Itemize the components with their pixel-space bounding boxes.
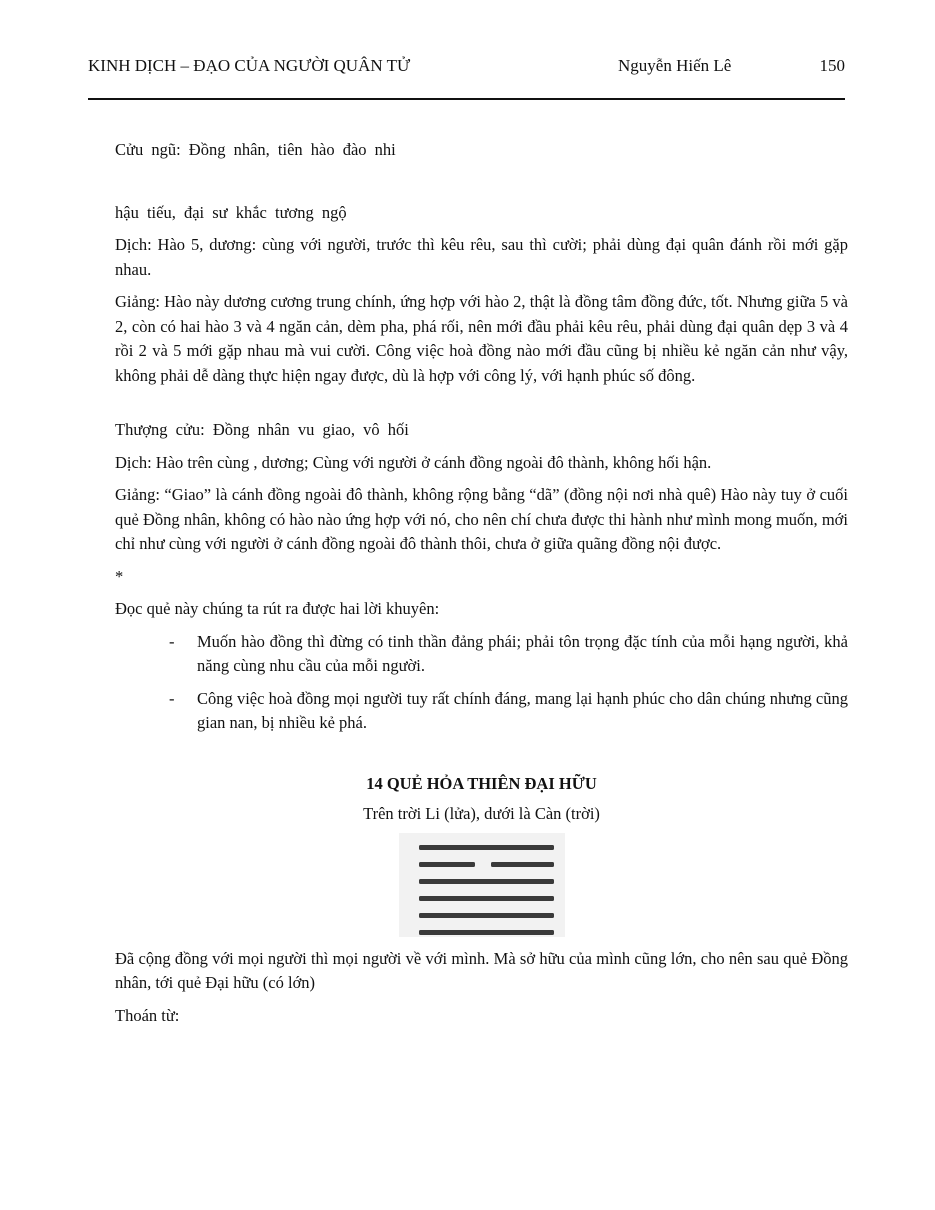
hexagram-yin-line-segment (491, 862, 554, 867)
advice-list (115, 630, 848, 736)
advice-item-text: Muốn hào đồng thì đừng có tinh thần đảng phái; phải tôn trọng đặc tính của mỗi hạng người, khả năng cùng nhu cầu của mỗi người. (197, 631, 848, 675)
bullet-dash: - (169, 631, 175, 651)
header-rule (88, 98, 845, 100)
spacer (115, 396, 848, 418)
verse5-commentary: Giảng: Hào này dương cương trung chính, ứng hợp với hào 2, thật là đồng tâm đồng đức, tốt. Nhưng giữa 5 và 2, còn có hai hào 3 và 4 ngăn cản, dèm pha, phá rối, nên mới đầu phải kêu rêu, phải dùng đại quân dẹp 3 và 4 rồi 2 và 5 mới gặp nhau mà vui cười. Công việc hoà đồng nào mới đầu cũng bị nhiều kẻ ngăn cản như vậy, không phải dễ dàng thực hiện ngay được, dù là hợp với công lý, với hạnh phúc số đông. (115, 292, 848, 385)
verse6-line: Thượng cửu: Đồng nhân vu giao, vô hối (115, 420, 409, 439)
page-content (115, 138, 848, 1036)
bullet-dash: - (169, 688, 175, 708)
verse5-line2: hậu tiếu, đại sư khắc tương ngộ (115, 202, 347, 222)
thoan-tu-label: Thoán từ: (115, 1005, 180, 1025)
verse5-translation: Dịch: Hào 5, dương: cùng với người, trước thì kêu rêu, sau thì cười; phải dùng đại quân đánh rồi mới gặp nhau. (115, 235, 848, 279)
verse6-translation: Dịch: Hào trên cùng , dương; Cùng với người ở cánh đồng ngoài đô thành, không hối hận. (115, 452, 712, 472)
section-separator: * (115, 566, 124, 586)
hexagram-yin-line-segment (419, 862, 475, 867)
hexagram-yang-line (419, 845, 554, 850)
book-title: KINH DỊCH – ĐẠO CỦA NGƯỜI QUÂN TỬ (88, 56, 411, 75)
section-intro: Đã cộng đồng với mọi người thì mọi người về với mình. Mà sở hữu của mình cũng lớn, cho nên sau quẻ Đồng nhân, tới quẻ Đại hữu (có lớn) (115, 948, 848, 992)
section-subheading: Trên trời Li (lửa), dưới là Càn (trời) (363, 804, 600, 823)
section-heading: 14 QUẺ HỎA THIÊN ĐẠI HỮU (366, 773, 597, 793)
advice-item (115, 630, 848, 679)
advice-item-text: Công việc hoà đồng mọi người tuy rất chính đáng, mang lại hạnh phúc cho dân chúng nhưng cũng gian nan, bị nhiều kẻ phá. (197, 688, 848, 732)
hexagram-yang-line (419, 896, 554, 901)
author-name: Nguyễn Hiến Lê (618, 56, 732, 75)
hexagram-dai-huu-icon (399, 833, 565, 937)
page-header (88, 56, 845, 82)
hexagram-yang-line (419, 913, 554, 918)
advice-item (115, 687, 848, 736)
verse6-commentary: Giảng: “Giao” là cánh đồng ngoài đô thành, không rộng bằng “dã” (đồng nội nơi nhà quê) Hào này tuy ở cuối quẻ Đồng nhân, không có hào nào ứng hợp với nó, cho nên chí chưa được thi hành như mình mong muốn, mới chỉ như cùng với người ở cánh đồng ngoài đô thành thôi, chưa ở giữa quãng đồng nội được. (115, 485, 848, 553)
hexagram-yang-line (419, 930, 554, 935)
hexagram-yang-line (419, 879, 554, 884)
spacer (115, 171, 848, 201)
page-number: 150 (819, 56, 845, 75)
verse5-line1: Cửu ngũ: Đồng nhân, tiên hào đào nhi (115, 140, 396, 159)
advice-intro: Đọc quẻ này chúng ta rút ra được hai lời khuyên: (115, 599, 440, 618)
